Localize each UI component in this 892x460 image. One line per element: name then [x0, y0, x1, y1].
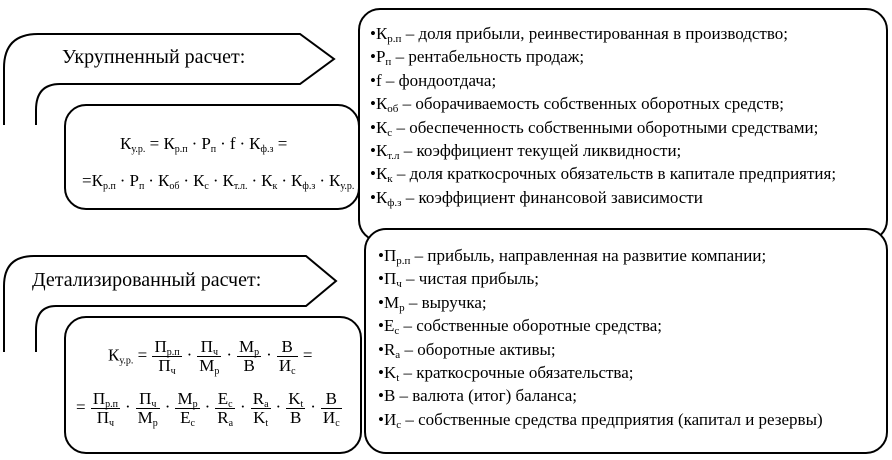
- multiply-dot: ·: [281, 171, 288, 190]
- formula-subscript: ф.з: [302, 181, 316, 192]
- fraction: [237, 338, 261, 375]
- denominator-symbol: И: [322, 408, 336, 427]
- denominator-subscript: a: [228, 418, 234, 429]
- formula-symbol: =: [82, 171, 92, 190]
- formula-symbol: =: [273, 134, 288, 153]
- denominator: [277, 357, 298, 375]
- multiply-dot: ·: [148, 171, 154, 190]
- formula-symbol: К: [163, 134, 175, 153]
- bullet: •: [370, 24, 376, 43]
- bullet: •: [378, 269, 384, 289]
- fraction: [286, 390, 305, 427]
- numerator-symbol: В: [325, 389, 337, 408]
- top-legend-item: [370, 22, 836, 45]
- denominator-symbol: В: [290, 408, 302, 427]
- legend-symbol: К: [375, 94, 388, 114]
- denominator-symbol: М: [137, 408, 153, 427]
- bottom-formula-line2: [76, 390, 343, 427]
- numerator-symbol: П: [154, 337, 167, 356]
- legend-text: – чистая прибыль;: [401, 269, 539, 289]
- numerator-subscript: р.п: [166, 347, 180, 358]
- legend-text: – фондоотдача;: [381, 70, 497, 90]
- legend-text: – доля прибыли, реинвестированная в производство;: [401, 24, 788, 43]
- top-legend: [370, 22, 836, 209]
- legend-text: – оборотные активы;: [400, 339, 556, 359]
- numerator-symbol: П: [139, 389, 152, 408]
- formula-subscript: р.п: [174, 144, 188, 155]
- bottom-title: Детализированный расчет:: [32, 269, 262, 291]
- numerator-symbol: М: [239, 337, 255, 356]
- fraction: [152, 338, 181, 375]
- fraction: [251, 390, 271, 427]
- bullet: •: [378, 292, 384, 312]
- top-legend-item: [370, 162, 836, 185]
- legend-text: – обеспеченность собственными оборотными средствами;: [392, 117, 819, 137]
- top-formula-box: [64, 104, 360, 210]
- formula-symbol: f: [229, 134, 236, 153]
- formula-symbol: К: [222, 171, 234, 190]
- legend-subscript: с: [394, 325, 400, 338]
- top-legend-item: [370, 116, 836, 139]
- formula-symbol: Р: [201, 134, 211, 153]
- denominator-symbol: И: [278, 356, 292, 375]
- legend-text: – оборачиваемость собственных оборотных средств;: [398, 94, 784, 114]
- denominator-symbol: В: [243, 356, 255, 375]
- denominator-symbol: П: [96, 408, 110, 427]
- numerator-subscript: t: [300, 399, 304, 410]
- legend-subscript: t: [396, 372, 400, 385]
- numerator: [321, 390, 342, 409]
- bottom-legend-item: [378, 361, 823, 384]
- fraction: [321, 390, 342, 427]
- bullet: •: [370, 164, 376, 184]
- bottom-legend-item: [378, 314, 823, 337]
- multiply-dot: ·: [186, 345, 193, 365]
- multiply-dot: ·: [239, 134, 246, 153]
- denominator: [237, 357, 261, 375]
- bottom-legend-item: [378, 408, 823, 431]
- legend-text: – коэффициент текущей ликвидности;: [399, 141, 682, 161]
- legend-subscript: р.п: [387, 33, 402, 45]
- multiply-dot: ·: [310, 397, 316, 417]
- bullet: •: [370, 141, 376, 161]
- legend-symbol: П: [383, 246, 397, 265]
- denominator-symbol: R: [217, 408, 229, 427]
- legend-symbol: К: [375, 24, 388, 43]
- denominator: [136, 409, 160, 427]
- numerator-symbol: R: [252, 389, 265, 408]
- multiply-dot: ·: [191, 134, 198, 153]
- numerator: [237, 338, 261, 357]
- legend-symbol: f: [375, 70, 382, 90]
- formula-symbol: К: [329, 171, 341, 190]
- bottom-formula-line1: [108, 338, 312, 375]
- legend-text: – собственные оборотные средства;: [399, 316, 663, 336]
- legend-subscript: р.п: [396, 255, 411, 267]
- legend-symbol: Е: [383, 316, 395, 336]
- denominator: [321, 409, 342, 427]
- bullet: •: [370, 94, 376, 114]
- legend-symbol: R: [383, 339, 396, 359]
- denominator: [286, 409, 305, 427]
- legend-subscript: об: [387, 103, 399, 116]
- denominator: [91, 409, 120, 427]
- numerator-symbol: П: [200, 337, 213, 356]
- denominator-symbol: М: [199, 356, 215, 375]
- top-formula-line2: [82, 171, 354, 191]
- multiply-dot: ·: [124, 397, 131, 417]
- formula-subscript: об: [169, 181, 180, 192]
- multiply-dot: ·: [220, 134, 226, 153]
- formula-subscript: ф.з: [260, 144, 274, 155]
- legend-text: – доля краткосрочных обязательств в капитале предприятия;: [392, 164, 837, 184]
- legend-text: – коэффициент финансовой зависимости: [401, 187, 703, 207]
- denominator: [197, 357, 221, 375]
- denominator-subscript: р: [152, 418, 158, 429]
- legend-text: – валюта (итог) баланса;: [395, 386, 578, 406]
- numerator: [91, 390, 120, 409]
- fraction: [197, 338, 221, 375]
- denominator-symbol: П: [158, 356, 171, 375]
- fraction: [215, 390, 235, 427]
- formula-subscript: п: [138, 181, 145, 192]
- top-title: Укрупненный расчет:: [62, 46, 246, 68]
- legend-symbol: К: [375, 141, 388, 161]
- top-legend-item: [370, 139, 836, 162]
- bullet: •: [378, 246, 384, 265]
- numerator: [277, 338, 298, 357]
- formula-symbol: =: [145, 134, 164, 153]
- denominator-subscript: с: [335, 418, 340, 429]
- denominator-subscript: ч: [170, 366, 176, 377]
- legend-text: – прибыль, направленная на развитие компании;: [410, 246, 767, 265]
- formula-subscript: у.р.: [340, 181, 355, 192]
- legend-symbol: В: [383, 386, 396, 406]
- bullet: •: [378, 363, 384, 383]
- legend-subscript: т.л: [387, 150, 400, 163]
- numerator-symbol: М: [177, 389, 193, 408]
- numerator-symbol: K: [288, 389, 301, 408]
- legend-subscript: п: [385, 56, 392, 69]
- multiply-dot: ·: [183, 171, 190, 190]
- top-legend-item: [370, 92, 836, 115]
- denominator: [152, 357, 181, 375]
- numerator: [286, 390, 305, 409]
- numerator-subscript: р.п: [105, 399, 118, 410]
- bullet: •: [378, 316, 384, 336]
- multiply-dot: ·: [251, 171, 258, 190]
- bottom-legend-item: [378, 244, 823, 267]
- legend-symbol: Р: [375, 47, 386, 67]
- formula-subscript: у.р.: [131, 144, 146, 155]
- legend-subscript: ч: [396, 278, 402, 291]
- bullet: •: [378, 386, 384, 406]
- formula-symbol: К: [193, 171, 205, 190]
- legend-subscript: a: [395, 348, 401, 361]
- multiply-dot: ·: [319, 171, 325, 190]
- formula-subscript: т.л.: [233, 181, 248, 192]
- fraction: [175, 390, 199, 427]
- numerator-symbol: Е: [217, 389, 229, 408]
- multiply-dot: ·: [164, 397, 171, 417]
- denominator-subscript: р: [214, 366, 220, 377]
- bullet: •: [370, 47, 376, 67]
- equals-sign: =: [76, 397, 90, 417]
- fraction: [136, 390, 160, 427]
- numerator: [152, 338, 181, 357]
- numerator-subscript: р: [254, 347, 260, 358]
- legend-subscript: с: [387, 126, 393, 139]
- legend-symbol: К: [375, 187, 388, 207]
- multiply-dot: ·: [226, 345, 233, 365]
- bullet: •: [370, 117, 376, 137]
- denominator-subscript: ч: [109, 418, 115, 429]
- denominator-symbol: Е: [180, 408, 191, 427]
- denominator-subscript: с: [291, 366, 296, 377]
- equals-sign: =: [133, 345, 152, 365]
- formula-symbol: К: [91, 171, 103, 190]
- legend-text: – рентабельность продаж;: [391, 47, 585, 67]
- numerator: [136, 390, 160, 409]
- top-legend-item: [370, 45, 836, 68]
- denominator-symbol: K: [253, 408, 266, 427]
- legend-symbol: И: [383, 409, 397, 429]
- bullet: •: [378, 409, 384, 429]
- legend-subscript: р: [399, 301, 405, 314]
- fraction: [277, 338, 298, 375]
- legend-symbol: К: [375, 164, 388, 184]
- numerator: [251, 390, 271, 409]
- equals-sign: =: [298, 345, 313, 365]
- legend-subscript: ф.з: [387, 196, 402, 209]
- denominator-subscript: t: [265, 418, 269, 429]
- legend-text: – выручка;: [404, 292, 487, 312]
- bottom-legend-item: [378, 291, 823, 314]
- legend-symbol: K: [383, 363, 397, 383]
- numerator-subscript: с: [228, 399, 233, 410]
- denominator: [215, 409, 235, 427]
- bottom-legend-item: [378, 267, 823, 290]
- legend-text: – краткосрочные обязательства;: [399, 363, 634, 383]
- bullet: •: [370, 70, 376, 90]
- denominator-subscript: с: [190, 418, 195, 429]
- multiply-dot: ·: [275, 397, 282, 417]
- denominator: [251, 409, 271, 427]
- formula-subscript: р.п: [102, 181, 116, 192]
- top-legend-item: [370, 69, 836, 92]
- formula-subscript: с: [204, 181, 209, 192]
- legend-symbol: К: [375, 117, 388, 137]
- numerator: [197, 338, 221, 357]
- numerator-subscript: р: [192, 399, 198, 410]
- formula-subscript: у.р.: [119, 355, 134, 367]
- bottom-legend: [378, 244, 823, 431]
- numerator-subscript: ч: [212, 347, 218, 358]
- numerator: [175, 390, 199, 409]
- numerator-subscript: ч: [151, 399, 157, 410]
- formula-symbol: К: [157, 171, 170, 190]
- bullet: •: [378, 339, 384, 359]
- bottom-legend-item: [378, 384, 823, 407]
- formula-subscript: п: [210, 144, 217, 155]
- bullet: •: [370, 187, 376, 207]
- legend-symbol: П: [383, 269, 397, 289]
- fraction: [91, 390, 120, 427]
- formula-symbol: К: [120, 134, 132, 153]
- formula-subscript: к: [272, 181, 278, 192]
- top-formula-line1: [120, 134, 287, 154]
- multiply-dot: ·: [212, 171, 219, 190]
- bottom-formula-box: [64, 316, 362, 454]
- denominator: [175, 409, 199, 427]
- legend-subscript: с: [396, 418, 402, 431]
- bottom-legend-item: [378, 338, 823, 361]
- multiply-dot: ·: [266, 345, 272, 365]
- numerator-subscript: a: [264, 399, 269, 410]
- multiply-dot: ·: [119, 171, 126, 190]
- legend-text: – собственные средства предприятия (капитал и резервы): [401, 409, 823, 429]
- numerator-symbol: П: [92, 389, 106, 408]
- top-legend-item: [370, 186, 836, 209]
- numerator-symbol: В: [281, 337, 293, 356]
- legend-symbol: М: [383, 292, 400, 312]
- formula-symbol: К: [291, 171, 303, 190]
- formula-symbol: К: [249, 134, 261, 153]
- multiply-dot: ·: [204, 397, 211, 417]
- formula-symbol: Р: [129, 171, 139, 190]
- formula-symbol: К: [108, 345, 120, 365]
- multiply-dot: ·: [240, 397, 246, 417]
- formula-symbol: К: [261, 171, 273, 190]
- numerator: [215, 390, 235, 409]
- legend-subscript: к: [387, 173, 393, 186]
